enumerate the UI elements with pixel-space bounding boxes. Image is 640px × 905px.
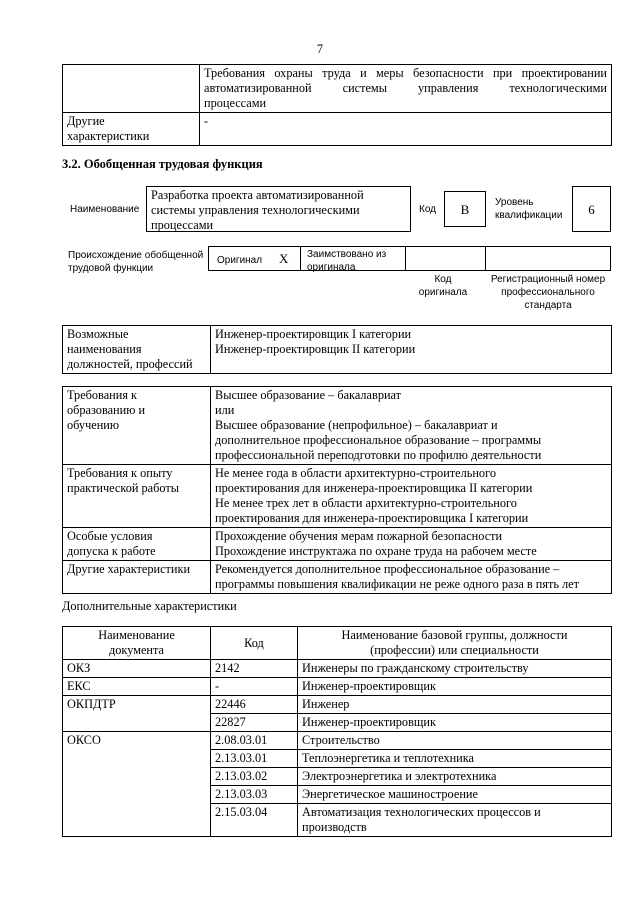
requirements-table bbox=[62, 386, 612, 594]
header-doc: Наименование документа bbox=[63, 627, 211, 660]
table-row bbox=[63, 732, 612, 750]
requirement-label: Требования к опыту практической работы bbox=[63, 465, 211, 528]
code-cell: 2.13.03.03 bbox=[211, 786, 298, 804]
requirement-label: Другие характеристики bbox=[63, 561, 211, 594]
page-number: 7 bbox=[316, 42, 324, 56]
additional-title: Дополнительные характеристики bbox=[62, 599, 237, 613]
requirement-value: Прохождение обучения мерам пожарной безопасности Прохождение инструктажа по охране труда на рабочем месте bbox=[211, 528, 612, 561]
origin-reg-caption: Регистрационный номер профессионального стандарта bbox=[490, 274, 606, 311]
origin-borrowed-label: Заимствовано из оригинала bbox=[307, 249, 387, 273]
additional-table bbox=[62, 626, 612, 837]
origin-divider-2 bbox=[405, 247, 406, 270]
gtf-code-label: Код bbox=[419, 204, 437, 215]
code-cell: 22827 bbox=[211, 714, 298, 732]
table-row bbox=[63, 696, 612, 714]
origin-box bbox=[208, 246, 611, 271]
gtf-code-value: B bbox=[444, 191, 486, 227]
additional-header-row bbox=[63, 627, 612, 660]
name-cell: Строительство bbox=[298, 732, 612, 750]
requirement-row-education bbox=[63, 387, 612, 465]
origin-divider-1 bbox=[300, 247, 301, 270]
origin-code-caption: Код оригинала bbox=[418, 274, 468, 298]
origin-divider-3 bbox=[485, 247, 486, 270]
name-cell: Автоматизация технологических процессов и производств bbox=[298, 804, 612, 837]
origin-original-label: Оригинал bbox=[217, 255, 263, 266]
requirement-row-other bbox=[63, 561, 612, 594]
origin-original-mark: X bbox=[279, 251, 289, 266]
top-table-requirement: Требования охраны труда и меры безопасности при проектировании автоматизированной системы управления технологическими процессами bbox=[200, 65, 612, 113]
table-row bbox=[63, 678, 612, 696]
requirement-value: Рекомендуется дополнительное профессиональное образование – программы повышения квалификации не реже одного раза в пять лет bbox=[211, 561, 612, 594]
table-row bbox=[63, 660, 612, 678]
requirement-value: Высшее образование – бакалавриат или Высшее образование (непрофильное) – бакалавриат и дополнительное профессиональное образование – программы профессиональной переподготовки по профилю деятельности bbox=[211, 387, 612, 465]
name-cell: Энергетическое машиностроение bbox=[298, 786, 612, 804]
top-table-other-value: - bbox=[200, 113, 612, 146]
top-table-other-label: Другие характеристики bbox=[63, 113, 200, 146]
positions-table bbox=[62, 325, 612, 374]
doc-cell: ОКЗ bbox=[63, 660, 211, 678]
code-cell: 2142 bbox=[211, 660, 298, 678]
positions-label: Возможные наименования должностей, профессий bbox=[63, 326, 211, 374]
requirement-value: Не менее года в области архитектурно-строительного проектирования для инженера-проектировщика II категории Не менее трех лет в области архитектурно-строительного проектирования для инженера-проектировщика I категории bbox=[211, 465, 612, 528]
name-cell: Теплоэнергетика и теплотехника bbox=[298, 750, 612, 768]
top-table-empty-cell bbox=[63, 65, 200, 113]
gtf-level-label: Уровень квалификации bbox=[495, 197, 563, 221]
requirement-label: Требования к образованию и обучению bbox=[63, 387, 211, 465]
name-cell: Инженер bbox=[298, 696, 612, 714]
header-code: Код bbox=[211, 627, 298, 660]
code-cell: - bbox=[211, 678, 298, 696]
code-cell: 2.13.03.01 bbox=[211, 750, 298, 768]
name-cell: Инженер-проектировщик bbox=[298, 678, 612, 696]
name-cell: Электроэнергетика и электротехника bbox=[298, 768, 612, 786]
origin-label: Происхождение обобщенной трудовой функции bbox=[68, 250, 204, 274]
gtf-name-label: Наименование bbox=[70, 204, 140, 215]
doc-cell: ОКПДТР bbox=[63, 696, 211, 732]
top-table bbox=[62, 64, 612, 146]
requirement-row-experience bbox=[63, 465, 612, 528]
name-cell: Инженер-проектировщик bbox=[298, 714, 612, 732]
doc-cell: ОКСО bbox=[63, 732, 211, 837]
code-cell: 2.13.03.02 bbox=[211, 768, 298, 786]
name-cell: Инженеры по гражданскому строительству bbox=[298, 660, 612, 678]
section-title: 3.2. Обобщенная трудовая функция bbox=[62, 157, 263, 171]
requirement-label: Особые условия допуска к работе bbox=[63, 528, 211, 561]
code-cell: 22446 bbox=[211, 696, 298, 714]
gtf-name-value: Разработка проекта автоматизированной системы управления технологическими процессами bbox=[146, 186, 411, 232]
header-name: Наименование базовой группы, должности (профессии) или специальности bbox=[298, 627, 612, 660]
code-cell: 2.15.03.04 bbox=[211, 804, 298, 837]
code-cell: 2.08.03.01 bbox=[211, 732, 298, 750]
positions-values: Инженер-проектировщик I категории Инженер-проектировщик II категории bbox=[211, 326, 612, 374]
gtf-level-value: 6 bbox=[572, 186, 611, 232]
requirement-row-special-conditions bbox=[63, 528, 612, 561]
doc-cell: ЕКС bbox=[63, 678, 211, 696]
